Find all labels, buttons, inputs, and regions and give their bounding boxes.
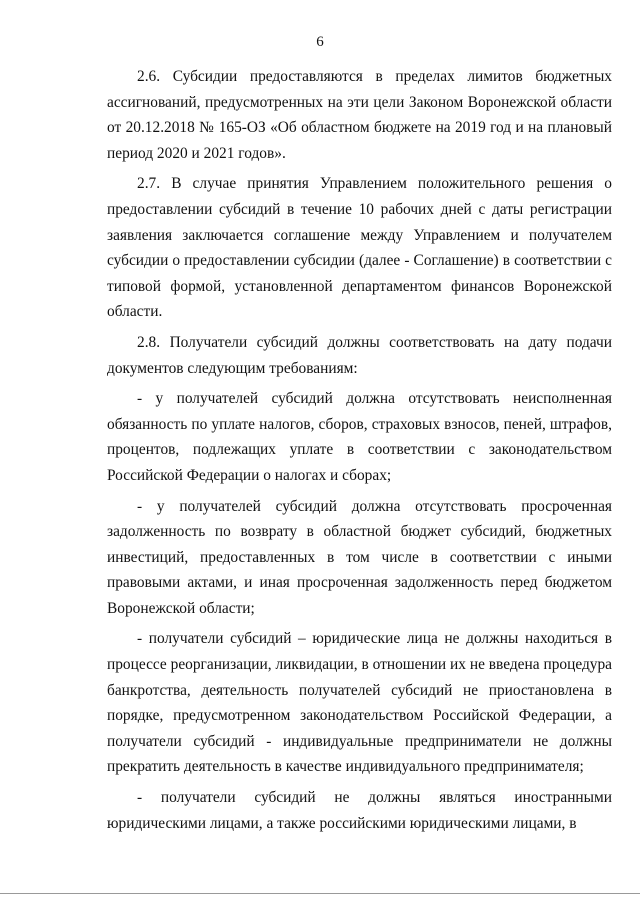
requirement-tax-debt: - у получателей субсидий должна отсутствовать неисполненная обязанность по уплате налогов, сборов, страховых взносов, пеней, штрафов, процентов, подлежащих уплате в соответствии с законодательством Российской Федерации о налогах и сборах; (107, 390, 612, 484)
page-bottom-edge (0, 893, 640, 894)
document-body (107, 64, 612, 841)
requirement-not-foreign: - получатели субсидий не должны являться иностранными юридическими лицами, а также российскими юридическими лицами, в (107, 789, 612, 832)
page-number: 6 (316, 34, 324, 50)
requirement-budget-debt: - у получателей субсидий должна отсутствовать просроченная задолженность по возврату в областной бюджет субсидий, бюджетных инвестиций, предоставленных в том числе в соответствии с иными правовыми актами, и иная просроченная задолженность перед бюджетом Воронежской области; (107, 497, 612, 617)
requirement-no-reorganization: - получатели субсидий – юридические лица не должны находиться в процессе реорганизации, ликвидации, в отношении их не введена процедура банкротства, деятельность получателей субсидий не приостановлена в порядке, предусмотренном законодательством Российской Федерации, а получатели субсидий - индивидуальные предприниматели не должны прекратить деятельность в качестве индивидуального предпринимателя; (107, 630, 612, 776)
paragraph-2-7: 2.7. В случае принятия Управлением положительного решения о предоставлении субсидий в течение 10 рабочих дней с даты регистрации заявления заключается соглашение между Управлением и получателем субсидии о предоставлении субсидии (далее - Соглашение) в соответствии с типовой формой, установленной департаментом финансов Воронежской области. (107, 175, 612, 321)
paragraph-2-8: 2.8. Получатели субсидий должны соответствовать на дату подачи документов следующим требованиям: (107, 333, 612, 377)
paragraph-2-6: 2.6. Субсидии предоставляются в пределах лимитов бюджетных ассигнований, предусмотренных на эти цели Законом Воронежской области от 20.12.2018 № 165-ОЗ «Об областном бюджете на 2019 год и на плановый период 2020 и 2021 годов». (107, 68, 612, 162)
